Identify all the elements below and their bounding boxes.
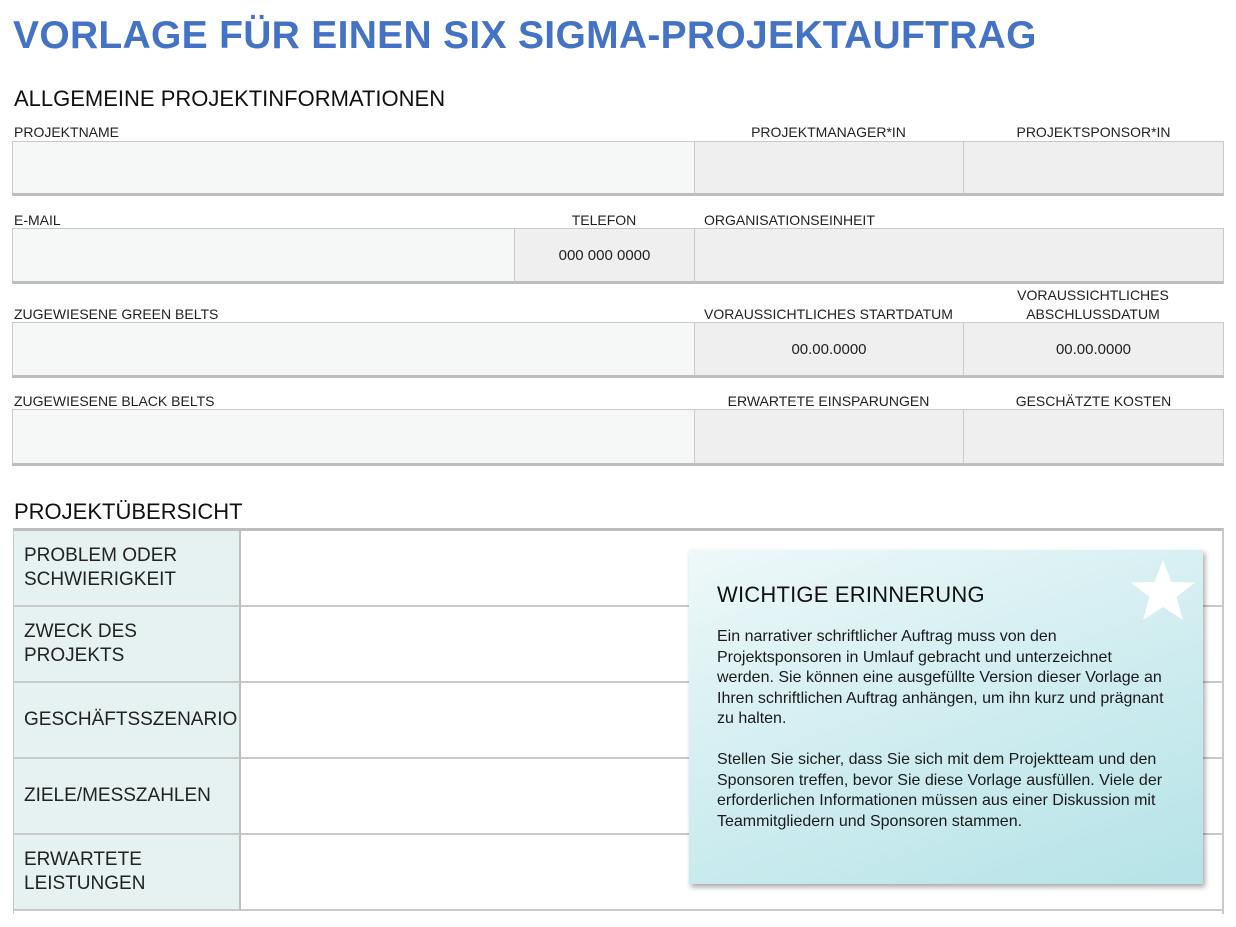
abschlussdatum-field[interactable]: 00.00.0000 [963, 322, 1224, 378]
organisationseinheit-field[interactable] [694, 228, 1224, 284]
label-projektsponsor: PROJEKTSPONSOR*IN [1016, 124, 1171, 140]
black-belts-field[interactable] [12, 409, 695, 466]
startdatum-field[interactable]: 00.00.0000 [694, 322, 964, 378]
row-label-zweck: ZWECK DES PROJEKTS [14, 607, 241, 683]
row-label-leistungen: ERWARTETE LEISTUNGEN [14, 835, 241, 911]
page-title: VORLAGE FÜR EINEN SIX SIGMA-PROJEKTAUFTRAG [13, 14, 1037, 57]
einsparungen-field[interactable] [694, 409, 964, 466]
row-label-problem: PROBLEM ODER SCHWIERIGKEIT [14, 531, 241, 607]
star-icon [1129, 558, 1197, 624]
green-belts-field[interactable] [12, 322, 695, 378]
projektmanager-field[interactable] [694, 141, 964, 196]
label-einsparungen: ERWARTETE EINSPARUNGEN [727, 393, 930, 409]
reminder-paragraph-1: Ein narrativer schriftlicher Auftrag muss von den Projektsponsoren in Umlauf gebracht und unterzeichnet werden. Sie können eine ausgefüllte Version dieser Vorlage an Ihren schriftlichen Auftrag anhängen, um ihn kurz und prägnant zu halten. [717, 628, 1164, 728]
reminder-note [689, 550, 1203, 884]
label-startdatum: VORAUSSICHTLICHES STARTDATUM [704, 306, 953, 322]
label-organisationseinheit: ORGANISATIONSEINHEIT [704, 212, 875, 228]
label-black-belts: ZUGEWIESENE BLACK BELTS [14, 393, 215, 409]
section-heading-overview: PROJEKTÜBERSICHT [14, 499, 243, 524]
label-projektname: PROJEKTNAME [14, 124, 120, 140]
reminder-paragraph-2: Stellen Sie sicher, dass Sie sich mit dem Projektteam und den Sponsoren treffen, bevor Sie diese Vorlage ausfüllen. Viele der erforderlichen Informationen müssen aus einer Diskussion mit Teammitgliedern und Sponsoren stammen. [717, 750, 1163, 830]
label-projektmanager: PROJEKTMANAGER*IN [751, 124, 906, 140]
email-field[interactable] [12, 228, 515, 284]
row-label-ziele: ZIELE/MESSZAHLEN [14, 759, 241, 835]
row-label-geschaeftsszenario: GESCHÄFTSSZENARIO [14, 683, 241, 759]
kosten-field[interactable] [963, 409, 1224, 466]
label-abschlussdatum: VORAUSSICHTLICHES ABSCHLUSSDATUM [1017, 287, 1169, 322]
projektsponsor-field[interactable] [963, 141, 1224, 196]
projektname-field[interactable] [12, 141, 695, 196]
label-green-belts: ZUGEWIESENE GREEN BELTS [14, 306, 219, 322]
telefon-field[interactable]: 000 000 0000 [514, 228, 695, 284]
section-heading-general: ALLGEMEINE PROJEKTINFORMATIONEN [14, 86, 446, 111]
label-kosten: GESCHÄTZTE KOSTEN [1015, 393, 1172, 409]
label-telefon: TELEFON [571, 212, 637, 228]
reminder-title: WICHTIGE ERINNERUNG [717, 582, 985, 607]
label-email: E-MAIL [14, 212, 61, 228]
